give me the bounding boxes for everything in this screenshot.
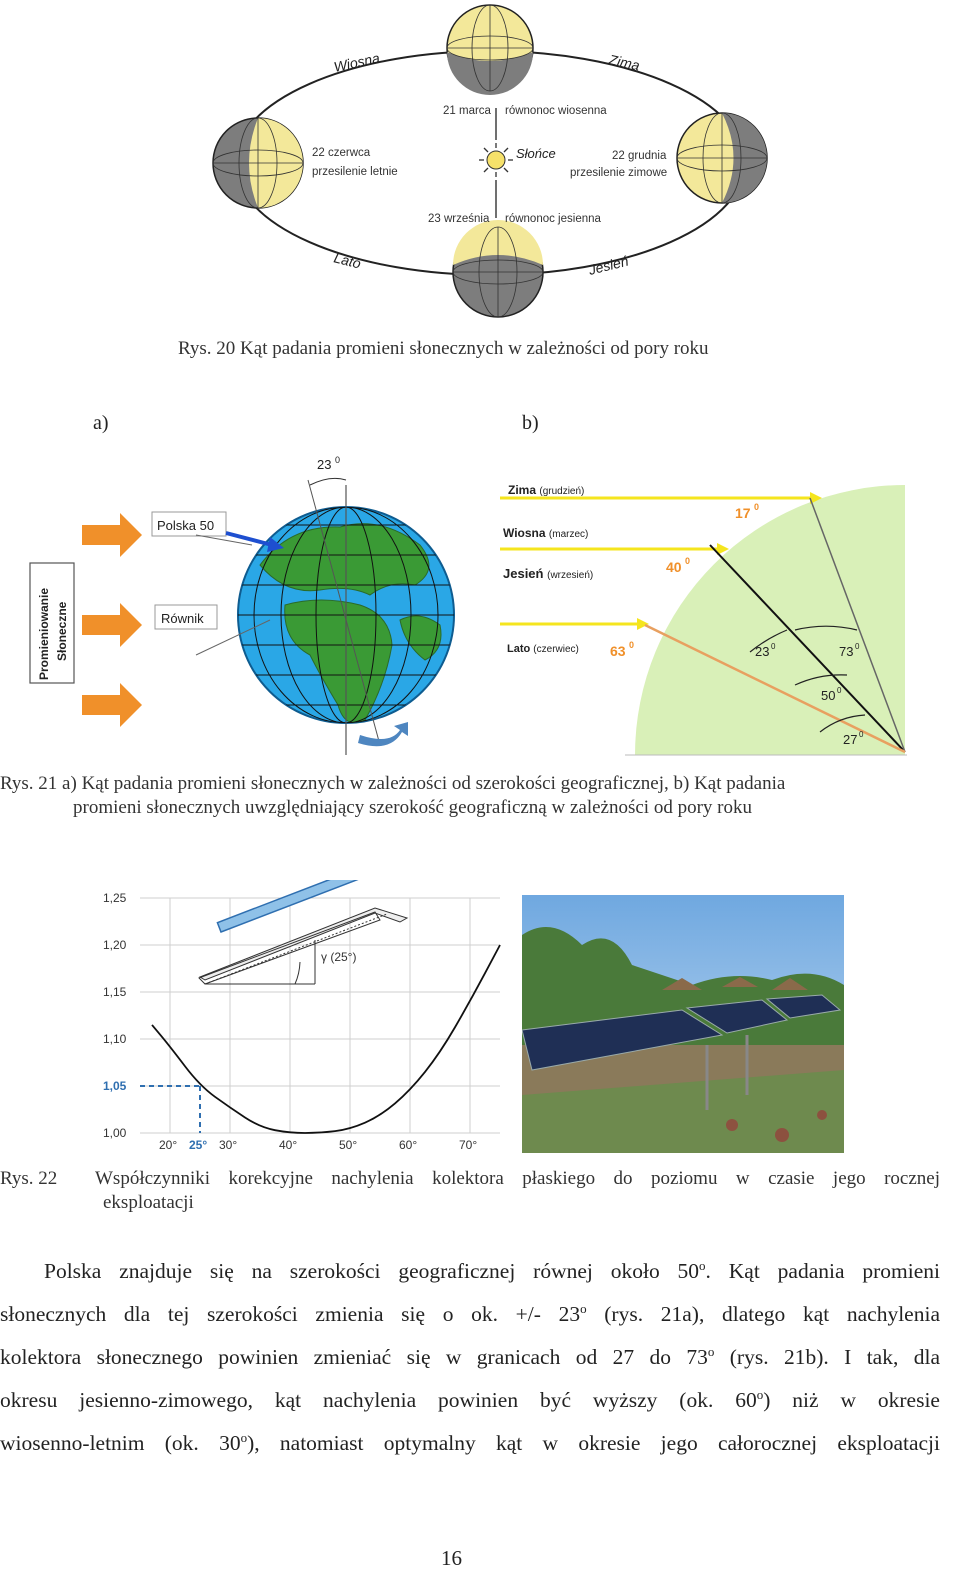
x-tick-label: 60° [399, 1138, 418, 1152]
angle-73-deg: 0 [855, 642, 860, 651]
orbit-diagram [200, 0, 780, 325]
autumn-label: Jesień [503, 566, 544, 581]
body-line-4 [0, 1379, 940, 1422]
y-tick-label: 1,15 [103, 985, 127, 999]
y-tick-label: 1,25 [103, 891, 127, 905]
correction-chart [95, 880, 505, 1155]
body-line-3 [0, 1336, 940, 1379]
spring-label: Wiosna [503, 526, 546, 540]
fig20-caption: Rys. 20 Kąt padania promieni słonecznych w zależności od pory roku [178, 338, 709, 359]
page-number: 16 [441, 1546, 462, 1570]
season-winter: Zima [607, 51, 642, 74]
march-event: równonoc wiosenna [505, 105, 607, 117]
x-tick-label: 25° [189, 1138, 208, 1152]
angle-23b-deg: 0 [771, 642, 776, 651]
body-line-1 [0, 1250, 940, 1293]
body-line-2-b: (rys. 21a), dlatego kąt nachylenia [586, 1302, 940, 1326]
june-date: 22 czerwca [312, 147, 371, 159]
body-line-3-sup: o [707, 1343, 715, 1359]
x-tick-label: 40° [279, 1138, 298, 1152]
september-event: równonoc jesienna [505, 213, 601, 225]
y-tick-label: 1,10 [103, 1032, 127, 1046]
equator-label: Równik [161, 611, 204, 626]
season-spring: Wiosna [332, 49, 382, 75]
body-line-2-sup: o [580, 1300, 587, 1316]
body-line-5 [0, 1422, 940, 1465]
side-label-1: Promieniowanie [37, 587, 51, 680]
x-tick-label: 50° [339, 1138, 358, 1152]
winter-month: (grudzień) [539, 486, 585, 497]
sun-label: Słońce [516, 146, 556, 161]
summer-label: Lato [507, 643, 531, 655]
body-line-4-a: okresu jesienno-zimowego, kąt nachylenia powinien być wyższy (ok. 60 [0, 1388, 757, 1412]
angle-27-deg: 0 [859, 730, 864, 739]
x-tick-label: 70° [459, 1138, 478, 1152]
season-angle-diagram [495, 470, 915, 760]
body-line-2 [0, 1293, 940, 1336]
fig22-caption-line1: Współczynniki korekcyjne nachylenia kolektora płaskiego do poziomu w czasie jego rocznej [95, 1168, 940, 1189]
june-event: przesilenie letnie [312, 166, 398, 178]
autumn-month: (wrzesień) [547, 570, 594, 581]
december-date: 22 grudnia [612, 150, 667, 162]
body-line-1-a: Polska znajduje się na szerokości geograficznej równej około 50 [44, 1259, 700, 1283]
earth-december-icon [677, 113, 767, 203]
gamma-annotation: γ (25°) [321, 950, 357, 964]
body-line-5-sup: o [240, 1429, 248, 1445]
season-autumn: Jesień [586, 252, 630, 278]
latitude-diagram [20, 445, 470, 765]
svg-text:Jesień (wrzesień) [503, 566, 593, 581]
december-event: przesilenie zimowe [570, 167, 668, 179]
side-label-2: Słoneczne [55, 601, 69, 661]
fig21-caption-line1: Rys. 21 a) Kąt padania promieni słonecznych w zależności od szerokości geograficznej, b) Kąt padania [0, 773, 786, 794]
body-line-4-sup: o [756, 1386, 764, 1402]
angle-63-label: 63 [610, 643, 626, 659]
angle-50-label: 50 [821, 688, 836, 703]
september-date: 23 września [428, 213, 490, 225]
fig21-label-b: b) [522, 412, 539, 434]
march-date: 21 marca [443, 105, 491, 117]
poland-label: Polska 50 [157, 518, 215, 533]
sun-icon [479, 143, 513, 177]
body-line-4-b: ) niż w okresie [763, 1388, 940, 1412]
svg-text:Wiosna (marzec) [503, 526, 588, 540]
x-tick-label: 30° [219, 1138, 238, 1152]
svg-text:Lato (czerwiec) [507, 643, 579, 655]
angle-23-deg: 0 [335, 455, 341, 465]
season-summer: Lato [332, 249, 363, 272]
body-line-5-a: wiosenno-letnim (ok. 30 [0, 1431, 241, 1455]
body-line-2-a: słonecznych dla tej szerokości zmienia się o ok. +/- 23 [0, 1302, 581, 1326]
arrow-icon [82, 513, 142, 727]
y-tick-label: 1,05 [103, 1079, 127, 1093]
body-line-1-b: . Kąt padania promieni [705, 1259, 940, 1283]
body-paragraph [0, 1250, 940, 1465]
rotation-arrow-icon [358, 722, 408, 746]
angle-63-deg: 0 [629, 640, 635, 650]
angle-23b-label: 23 [755, 644, 770, 659]
angle-17-deg: 0 [754, 502, 760, 512]
fig21-caption-line2: promieni słonecznych uwzględniający szerokość geograficzną w zależności od pory roku [73, 797, 752, 818]
earth-march-icon [447, 5, 533, 95]
angle-23-label: 23 [317, 457, 332, 472]
fig22-caption-label: Rys. 22 [0, 1168, 58, 1189]
spring-month: (marzec) [548, 529, 589, 540]
body-line-3-b: (rys. 21b). I tak, dla [714, 1345, 940, 1369]
earth-september-icon [453, 220, 543, 317]
winter-label: Zima [508, 483, 537, 497]
angle-50-deg: 0 [837, 686, 842, 695]
body-line-1-sup: o [699, 1257, 706, 1273]
angle-17-label: 17 [735, 505, 751, 521]
y-tick-label: 1,20 [103, 938, 127, 952]
body-line-5-b: ), natomiast optymalny kąt w okresie jego całorocznej eksploatacji [247, 1431, 940, 1455]
collector-photo [522, 895, 844, 1153]
x-tick-label: 20° [159, 1138, 178, 1152]
angle-40-deg: 0 [685, 556, 691, 566]
earth-june-icon [213, 118, 303, 208]
summer-month: (czerwiec) [533, 644, 579, 655]
angle-27-label: 27 [843, 732, 858, 747]
fig22-caption-line2: eksploatacji [103, 1192, 194, 1213]
angle-73-label: 73 [839, 644, 854, 659]
svg-text:Zima (grudzień) [508, 483, 584, 497]
y-tick-label: 1,00 [103, 1126, 127, 1140]
fig21-label-a: a) [93, 412, 109, 434]
body-line-3-a: kolektora słonecznego powinien zmieniać się w granicach od 27 do 73 [0, 1345, 708, 1369]
angle-40-label: 40 [666, 559, 682, 575]
